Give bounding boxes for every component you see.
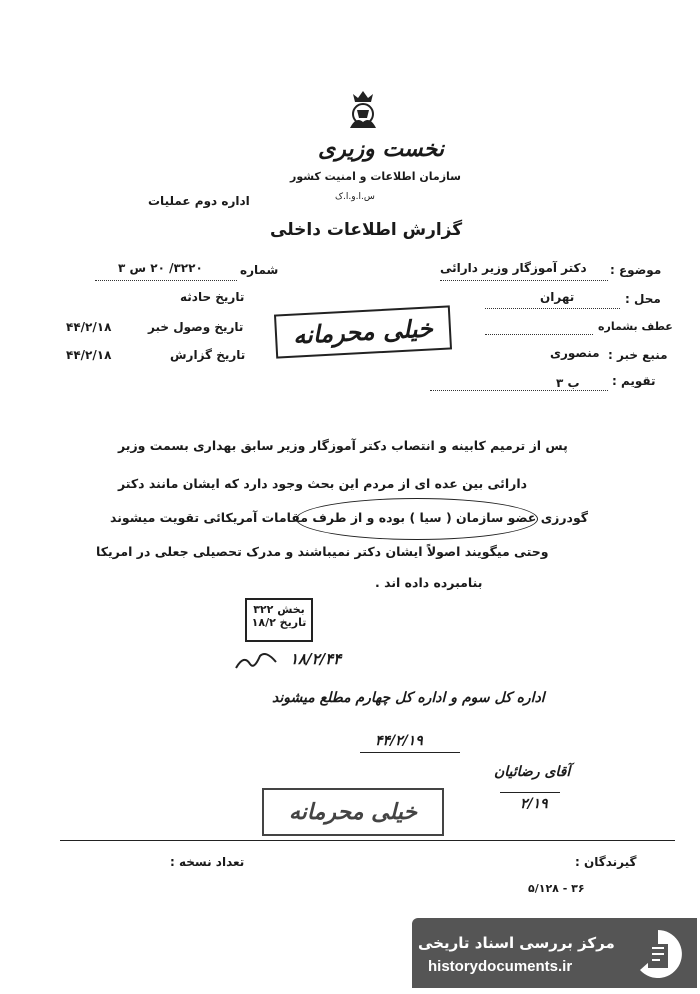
form-code: ۳۶ - ۵/۱۲۸ xyxy=(528,882,585,895)
classification-stamp-bottom: خیلی محرمانه xyxy=(262,788,444,836)
highlight-oval xyxy=(296,498,538,540)
incident-date-label: تاریخ حادثه xyxy=(180,290,245,304)
body-line-2: دارائی بین عده ای از مردم این بحث وجود دارد که ایشان مانند دکتر xyxy=(118,476,528,491)
authority-title: نخست وزیری xyxy=(318,136,444,162)
copies-label: تعداد نسخه : xyxy=(170,855,245,869)
calendar-label: تقویم : xyxy=(612,374,656,388)
signature-underline xyxy=(500,792,560,793)
handwritten-note: اداره کل سوم و اداره کل چهارم مطلع میشوند xyxy=(272,690,545,706)
section-stamp-section: بخش ۳۲۲ xyxy=(253,603,305,616)
watermark-logo-icon xyxy=(630,926,686,982)
department-label: اداره دوم عملیات xyxy=(148,194,250,208)
watermark-url: historydocuments.ir xyxy=(428,958,573,975)
subject-value: دکتر آموزگار وزیر دارائی xyxy=(440,261,587,275)
handwritten-signature: آقای رضائیان xyxy=(494,764,571,780)
report-date-label: تاریخ گزارش xyxy=(170,348,246,362)
body-line-3: گودرزی عضو سازمان ( سیا ) بوده و از طرف مقامات آمریکائی تقویت میشوند xyxy=(110,510,589,525)
classification-stamp-top: خیلی محرمانه xyxy=(274,305,452,358)
watermark-title: مرکز بررسی اسناد تاریخی xyxy=(418,934,615,952)
handwritten-date-2: ۴۴/۲/۱۹ xyxy=(375,733,423,749)
section-stamp-date: تاریخ ۱۸/۲ xyxy=(251,616,307,629)
handwritten-underline xyxy=(360,752,460,753)
number-label: شماره xyxy=(240,263,279,277)
body-line-1: پس از ترمیم کابینه و انتصاب دکتر آموزگار وزیر سابق بهداری بسمت وزیر xyxy=(118,438,568,453)
source-label: منبع خبر : xyxy=(608,348,668,362)
reference-label: عطف بشماره xyxy=(598,320,673,333)
organization-code: س.ا.و.ا.ک xyxy=(335,192,375,202)
handwritten-date-3: ۲/۱۹ xyxy=(520,796,548,812)
report-date-value: ۴۴/۲/۱۸ xyxy=(66,348,112,362)
lion-sun-emblem-icon xyxy=(340,88,386,134)
organization-name: سازمان اطلاعات و امنیت کشور xyxy=(290,170,461,183)
number-value: ۳۲۲۰/ ۲۰ س ۳ xyxy=(118,261,203,275)
receipt-date-value: ۴۴/۲/۱۸ xyxy=(66,320,112,334)
handwritten-date-1: ۱۸/۲/۴۴ xyxy=(290,650,342,668)
receipt-date-label: تاریخ وصول خبر xyxy=(148,320,244,334)
handwritten-initials-icon xyxy=(232,648,282,674)
subject-label: موضوع : xyxy=(610,263,662,277)
location-label: محل : xyxy=(625,292,661,306)
body-line-5: بنامبرده داده اند . xyxy=(375,575,483,590)
footer-divider xyxy=(60,840,675,841)
source-value: منصوری xyxy=(550,346,600,360)
report-title: گزارش اطلاعات داخلی xyxy=(270,220,463,240)
body-line-4: وحتی میگویند اصولاً ایشان دکتر نمیباشند و مدرک تحصیلی جعلی در امریکا xyxy=(96,544,549,559)
recipients-label: گیرندگان : xyxy=(575,855,637,869)
location-value: تهران xyxy=(540,290,575,304)
section-stamp xyxy=(245,598,313,642)
calendar-value: ب ۳ xyxy=(556,376,580,390)
